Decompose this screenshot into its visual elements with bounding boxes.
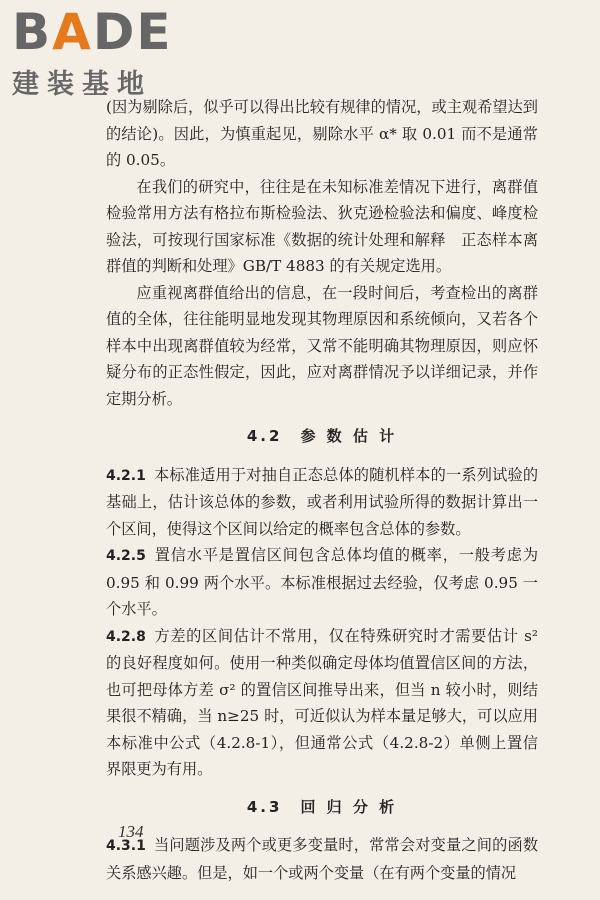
- section-heading-4-2: 4.2 参 数 估 计: [246, 427, 398, 445]
- clause-number: 4.3.1: [106, 838, 146, 854]
- logo-wordmark: [12, 3, 173, 61]
- clause-4-2-8: [106, 623, 538, 783]
- clause-number: 4.2.1: [106, 467, 146, 484]
- page-number: 134: [118, 822, 144, 841]
- clause-text: 置信水平是置信区间包含总体均值的概率，一般考虑为 0.95 和 0.99 两个水平。本标准根据过去经验，仅考虑 0.95 一个水平。: [106, 546, 538, 618]
- clause-number: 4.2.5: [106, 548, 146, 564]
- logo-letter-b: B: [12, 3, 53, 61]
- clause-text: 当问题涉及两个或更多变量时，常常会对变量之间的函数关系感兴趣。但是，如一个或两个变量（在有两个变量的情况: [106, 836, 538, 882]
- clause-4-2-1: [106, 462, 538, 543]
- paragraph-continuation: (因为剔除后，似乎可以得出比较有规律的情况，或主观希望达到的结论)。因此，为慎重起见，剔除水平 α* 取 0.01 而不是通常的 0.05。: [106, 98, 538, 169]
- clause-text: 方差的区间估计不常用，仅在特殊研究时才需要估计 s² 的良好程度如何。使用一种类似确定母体均值置信区间的方法，也可把母体方差 σ² 的置信区间推导出来，但当 n 较小时，则结果很不精确，当 n≥25 时，可近似认为样本量足够大，可以应用本标准中公式（4.2.8-1），但通常公式（4.2.8-2）单侧上置信界限更为有用。: [106, 626, 538, 778]
- paragraph-outlier-tests: 在我们的研究中，往往是在未知标准差情况下进行，离群值检验常用方法有格拉布斯检验法、狄克逊检验法和偏度、峰度检验法，可按现行国家标准《数据的统计处理和解释 正态样本离群值的判断和处理》GB/T 4883 的有关规定选用。: [106, 177, 538, 275]
- bade-logo: [12, 3, 182, 100]
- clause-4-3-1: [106, 832, 538, 886]
- paragraph-outlier-info: 应重视离群值给出的信息，在一段时间后，考查检出的离群值的全体，往往能明显地发现其物理原因和系统倾向，又若各个样本中出现离群值较为经常，又常不能明确其物理原因，则应怀疑分布的正态性假定，因此，应对离群情况予以详细记录，并作定期分析。: [106, 283, 538, 408]
- clause-4-2-5: [106, 542, 538, 623]
- logo-letters-de: DE: [92, 3, 173, 61]
- logo-subtitle: 建装基地: [12, 69, 152, 100]
- clause-text: 本标准适用于对抽自正态总体的随机样本的一系列试验的基础上，估计该总体的参数，或者利用试验所得的数据计算出一个区间，使得这个区间以给定的概率包含总体的参数。: [106, 465, 538, 538]
- section-heading-4-3: 4.3 回 归 分 析: [246, 797, 398, 816]
- logo-letter-a: A: [52, 3, 93, 61]
- page-content: [106, 94, 538, 886]
- clause-number: 4.2.8: [106, 628, 146, 645]
